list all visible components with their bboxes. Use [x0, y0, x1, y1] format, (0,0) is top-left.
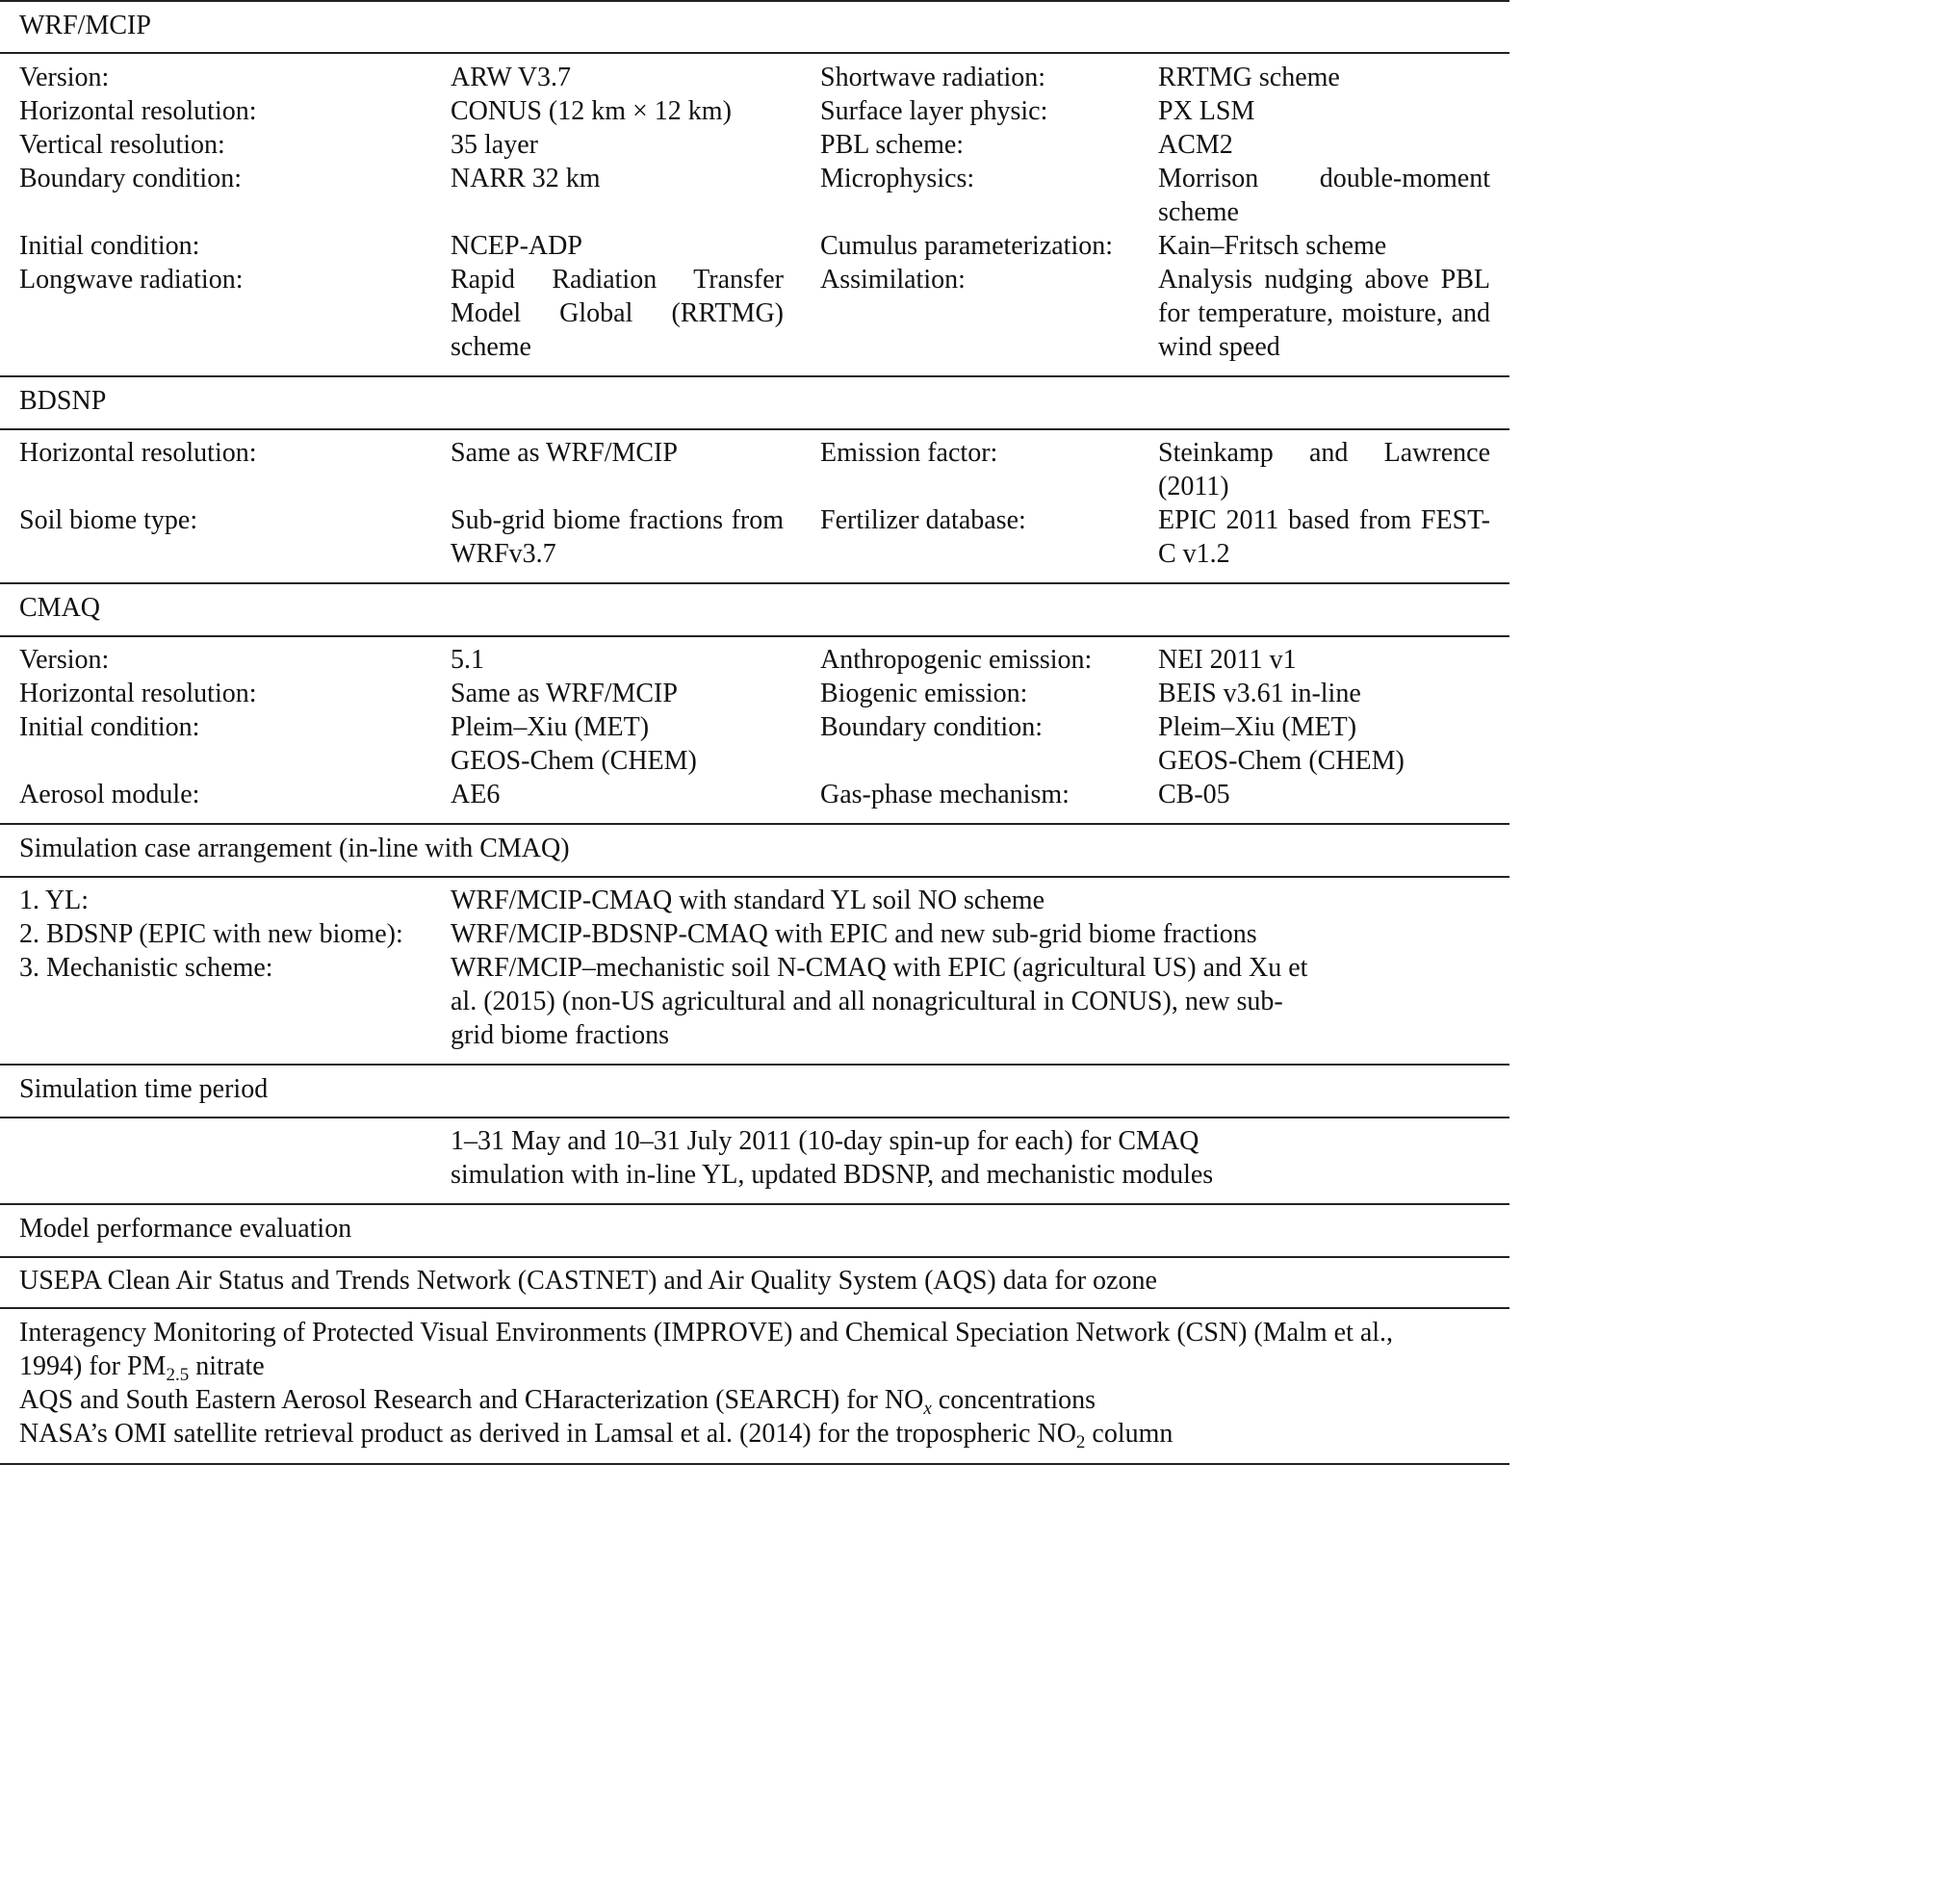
evaluation-no2-text: NASA’s OMI satellite retrieval product as derived in Lamsal et al. (2014) for the tropospheric NO — [19, 1419, 1076, 1449]
wrf-label: Vertical resolution: — [19, 130, 225, 160]
cmaq-value: BEIS v3.61 in-line — [1158, 679, 1361, 708]
evaluation-pm25-text: Interagency Monitoring of Protected Visual Environments (IMPROVE) and Chemical Speciation Network (CSN) (Malm et al., 1994) for PM — [19, 1318, 1394, 1381]
section-title-bdsnp: BDSNP — [19, 386, 107, 416]
wrf-label: Microphysics: — [820, 164, 975, 193]
cmaq-value: GEOS-Chem (CHEM) — [1158, 746, 1405, 776]
cmaq-value: Same as WRF/MCIP — [451, 679, 678, 708]
wrf-value: ACM2 — [1158, 130, 1233, 160]
wrf-label: PBL scheme: — [820, 130, 965, 160]
wrf-label: Horizontal resolution: — [19, 96, 257, 126]
case-label: 3. Mechanistic scheme: — [19, 953, 273, 983]
section-title-evaluation: Model performance evaluation — [19, 1214, 352, 1244]
wrf-value: Rapid Radiation Transfer Model Global (RRTMG) scheme — [451, 265, 784, 362]
cmaq-label: Gas-phase mechanism: — [820, 780, 1070, 809]
evaluation-ozone: USEPA Clean Air Status and Trends Network (CASTNET) and Air Quality System (AQS) data for ozone — [19, 1266, 1157, 1296]
subscript: 2.5 — [166, 1365, 190, 1385]
rule — [0, 635, 1509, 637]
cmaq-value: CB-05 — [1158, 780, 1230, 809]
rule — [0, 428, 1509, 430]
rule — [0, 1117, 1509, 1118]
evaluation-pm25 — [19, 1316, 1406, 1383]
cmaq-label: Horizontal resolution: — [19, 679, 257, 708]
rule — [0, 1256, 1509, 1258]
subscript: x — [923, 1399, 932, 1419]
case-label: 2. BDSNP (EPIC with new biome): — [19, 919, 403, 949]
rule-top — [0, 0, 1509, 2]
bdsnp-label: Horizontal resolution: — [19, 438, 257, 468]
evaluation-nox-text: AQS and South Eastern Aerosol Research and CHaracterization (SEARCH) for NO — [19, 1385, 924, 1415]
cmaq-label: Anthropogenic emission: — [820, 645, 1093, 675]
bdsnp-value: Same as WRF/MCIP — [451, 438, 678, 468]
cmaq-label: Boundary condition: — [820, 712, 1043, 742]
wrf-label: Boundary condition: — [19, 164, 242, 193]
rule — [0, 1064, 1509, 1066]
case-label: 1. YL: — [19, 886, 90, 915]
wrf-label: Version: — [19, 63, 110, 92]
wrf-value: Kain–Fritsch scheme — [1158, 231, 1387, 261]
case-value: WRF/MCIP-CMAQ with standard YL soil NO scheme — [451, 886, 1044, 915]
bdsnp-label: Emission factor: — [820, 438, 998, 468]
section-title-period: Simulation time period — [19, 1074, 269, 1104]
evaluation-pm25-text: nitrate — [189, 1351, 265, 1381]
cmaq-value: AE6 — [451, 780, 501, 809]
wrf-value: ARW V3.7 — [451, 63, 571, 92]
cmaq-value: Pleim–Xiu (MET) — [1158, 712, 1357, 742]
section-title-cmaq: CMAQ — [19, 593, 101, 623]
rule — [0, 582, 1509, 584]
bdsnp-value: EPIC 2011 based from FEST-C v1.2 — [1158, 505, 1490, 569]
cmaq-label: Biogenic emission: — [820, 679, 1028, 708]
subscript: 2 — [1075, 1432, 1086, 1452]
period-value: 1–31 May and 10–31 July 2011 (10-day spin-up for each) for CMAQ simulation with in-line YL, updated BDSNP, and mechanistic modules — [451, 1126, 1214, 1190]
bdsnp-label: Fertilizer database: — [820, 505, 1026, 535]
wrf-label: Shortwave radiation: — [820, 63, 1046, 92]
cmaq-value: GEOS-Chem (CHEM) — [451, 746, 697, 776]
wrf-value: CONUS (12 km × 12 km) — [451, 96, 732, 126]
wrf-value: Analysis nudging above PBL for temperature, moisture, and wind speed — [1158, 265, 1490, 362]
wrf-label: Surface layer physic: — [820, 96, 1048, 126]
wrf-value: RRTMG scheme — [1158, 63, 1340, 92]
rule — [0, 52, 1509, 54]
section-title-cases: Simulation case arrangement (in-line with CMAQ) — [19, 834, 570, 863]
rule — [0, 1203, 1509, 1205]
cmaq-value: Pleim–Xiu (MET) — [451, 712, 650, 742]
evaluation-nox-text: concentrations — [931, 1385, 1096, 1415]
wrf-label: Cumulus parameterization: — [820, 231, 1114, 261]
cmaq-value: NEI 2011 v1 — [1158, 645, 1297, 675]
wrf-value: Morrison double-moment scheme — [1158, 164, 1490, 227]
wrf-label: Longwave radiation: — [19, 265, 244, 295]
rule — [0, 876, 1509, 878]
cmaq-label: Initial condition: — [19, 712, 200, 742]
bdsnp-value: Steinkamp and Lawrence (2011) — [1158, 438, 1490, 501]
wrf-value: PX LSM — [1158, 96, 1255, 126]
bdsnp-value: Sub-grid biome fractions from WRFv3.7 — [451, 505, 784, 569]
case-value: WRF/MCIP-BDSNP-CMAQ with EPIC and new sub-grid biome fractions — [451, 919, 1257, 949]
cmaq-label: Aerosol module: — [19, 780, 200, 809]
rule — [0, 823, 1509, 825]
evaluation-no2 — [19, 1417, 1483, 1451]
section-title-wrf: WRF/MCIP — [19, 11, 151, 40]
rule-bottom — [0, 1463, 1509, 1465]
wrf-label: Initial condition: — [19, 231, 200, 261]
rule — [0, 1307, 1509, 1309]
evaluation-no2-text: column — [1085, 1419, 1173, 1449]
case-value: WRF/MCIP–mechanistic soil N-CMAQ with EPIC (agricultural US) and Xu et al. (2015) (non-US agricultural and all nonagricultural in CONUS), new sub-grid biome fractions — [451, 953, 1308, 1050]
rule — [0, 375, 1509, 377]
wrf-value: NARR 32 km — [451, 164, 601, 193]
bdsnp-label: Soil biome type: — [19, 505, 198, 535]
evaluation-nox — [19, 1383, 1483, 1417]
wrf-label: Assimilation: — [820, 265, 966, 295]
wrf-value: 35 layer — [451, 130, 538, 160]
cmaq-label: Version: — [19, 645, 110, 675]
wrf-value: NCEP-ADP — [451, 231, 582, 261]
cmaq-value: 5.1 — [451, 645, 484, 675]
